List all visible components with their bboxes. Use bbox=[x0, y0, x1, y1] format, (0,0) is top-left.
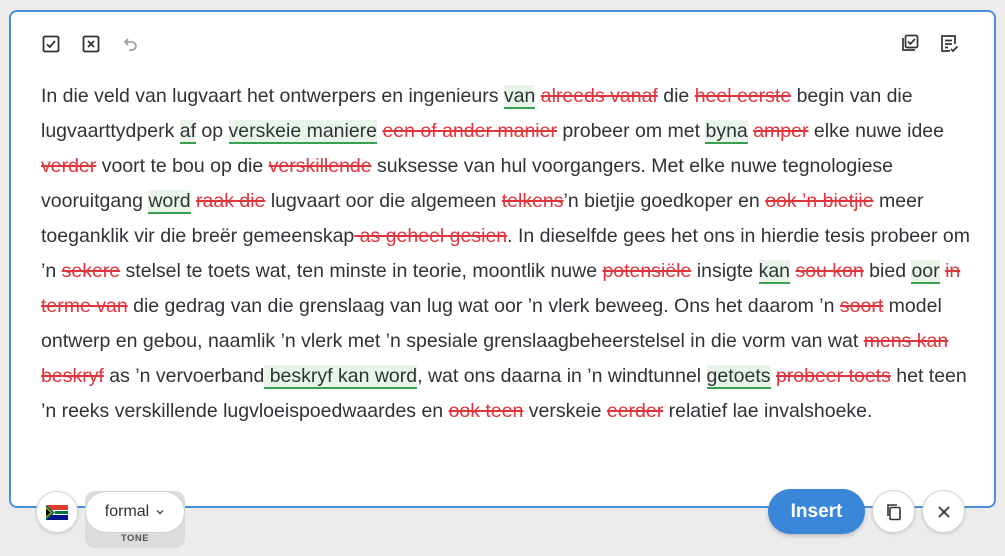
text-segment: voort te bou op die bbox=[96, 155, 269, 177]
text-segment: . In dieselfde gees het ons in hierdie tesis probeer om ’n bbox=[41, 225, 970, 282]
inserted-text[interactable]: byna bbox=[705, 120, 748, 142]
deleted-text[interactable]: telkens bbox=[501, 190, 564, 212]
text-segment: op bbox=[196, 120, 229, 142]
tone-value: formal bbox=[104, 503, 150, 520]
deleted-text[interactable]: eerder bbox=[606, 400, 664, 422]
text-segment: , wat ons daarna in ’n windtunnel bbox=[417, 365, 707, 387]
inserted-text[interactable]: kan bbox=[758, 260, 791, 282]
insert-button[interactable]: Insert bbox=[768, 489, 865, 534]
inserted-text[interactable]: getoets bbox=[706, 365, 771, 387]
deleted-text[interactable]: sekere bbox=[61, 260, 121, 282]
inserted-text[interactable]: beskryf kan word bbox=[264, 365, 418, 387]
deleted-text[interactable]: alreeds vanaf bbox=[540, 85, 658, 107]
deleted-text[interactable]: een of ander manier bbox=[382, 120, 557, 142]
text-segment: as ’n vervoerband bbox=[103, 365, 265, 387]
text-segment: insigte bbox=[691, 260, 759, 282]
inserted-text[interactable]: van bbox=[503, 85, 536, 107]
inserted-text[interactable]: word bbox=[148, 190, 191, 212]
text-segment: suksesse van hul voorgangers. Met elke nuwe tegnologiese vooruitgang bbox=[41, 155, 894, 212]
rewrite-panel bbox=[9, 10, 996, 508]
text-segment: bied bbox=[863, 260, 912, 282]
copy-button[interactable] bbox=[872, 490, 915, 533]
accept-check-stack-icon bbox=[898, 33, 920, 55]
undo-button[interactable] bbox=[116, 29, 146, 59]
tone-dropdown[interactable] bbox=[85, 491, 185, 533]
text-segment: begin van die lugvaarttydperk bbox=[41, 85, 913, 142]
deleted-text[interactable]: ook ’n bietjie bbox=[765, 190, 874, 212]
text-segment: verskeie bbox=[523, 400, 607, 422]
language-button[interactable] bbox=[36, 491, 78, 533]
reject-all-icon bbox=[81, 34, 101, 54]
inserted-text[interactable]: af bbox=[179, 120, 197, 142]
copy-icon bbox=[884, 502, 904, 522]
deleted-text[interactable]: ook teen bbox=[448, 400, 524, 422]
text-segment: model ontwerp en gebou, naamlik ’n vlerk met ’n spesiale grenslaagbeheerstelsel in die vorm van wat bbox=[41, 295, 942, 352]
deleted-text[interactable]: probeer toets bbox=[775, 365, 891, 387]
close-button[interactable] bbox=[922, 490, 965, 533]
deleted-text[interactable]: amper bbox=[753, 120, 809, 142]
inserted-text[interactable]: verskeie maniere bbox=[228, 120, 378, 142]
text-segment: relatief lae invalshoeke. bbox=[663, 400, 873, 422]
tone-control bbox=[85, 491, 185, 548]
text-segment: die bbox=[657, 85, 695, 107]
chevron-down-icon bbox=[155, 507, 165, 517]
tone-label: TONE bbox=[120, 533, 150, 544]
text-segment: In die veld van lugvaart het ontwerpers en ingenieurs bbox=[41, 85, 504, 107]
text-segment: lugvaart oor die algemeen bbox=[265, 190, 502, 212]
accept-all-icon bbox=[41, 34, 61, 54]
close-icon bbox=[936, 504, 952, 520]
text-segment: elke nuwe idee bbox=[808, 120, 944, 142]
undo-icon bbox=[121, 34, 141, 54]
inserted-text[interactable]: oor bbox=[911, 260, 940, 282]
text-segment: het teen ’n reeks verskillende lugvloeispoedwaardes en bbox=[41, 365, 967, 422]
text-segment: probeer om met bbox=[556, 120, 706, 142]
deleted-text[interactable]: as geheel gesien bbox=[354, 225, 508, 247]
south-africa-flag-icon bbox=[46, 505, 68, 520]
review-list-button[interactable] bbox=[934, 29, 964, 59]
text-segment: die gedrag van die grenslaag van lug wat oor ’n vlerk beweeg. Ons het daarom ’n bbox=[127, 295, 840, 317]
reject-all-button[interactable] bbox=[76, 29, 106, 59]
accept-all-button[interactable] bbox=[36, 29, 66, 59]
deleted-text[interactable]: potensiële bbox=[602, 260, 692, 282]
deleted-text[interactable]: mens kan beskryf bbox=[41, 330, 949, 387]
text-segment: ’n bietjie goedkoper en bbox=[563, 190, 766, 212]
review-list-icon bbox=[938, 33, 960, 55]
rewritten-text[interactable] bbox=[41, 79, 971, 429]
deleted-text[interactable]: sou kon bbox=[795, 260, 864, 282]
deleted-text[interactable]: in terme van bbox=[41, 260, 961, 317]
deleted-text[interactable]: verder bbox=[41, 155, 97, 177]
text-segment: meer toeganklik vir die breër gemeenskap bbox=[41, 190, 924, 247]
deleted-text[interactable]: heel eerste bbox=[694, 85, 792, 107]
text-segment: stelsel te toets wat, ten minste in teorie, moontlik nuwe bbox=[120, 260, 603, 282]
deleted-text[interactable]: raak die bbox=[196, 190, 266, 212]
accept-check-stack-button[interactable] bbox=[894, 29, 924, 59]
deleted-text[interactable]: soort bbox=[839, 295, 884, 317]
deleted-text[interactable]: verskillende bbox=[268, 155, 372, 177]
